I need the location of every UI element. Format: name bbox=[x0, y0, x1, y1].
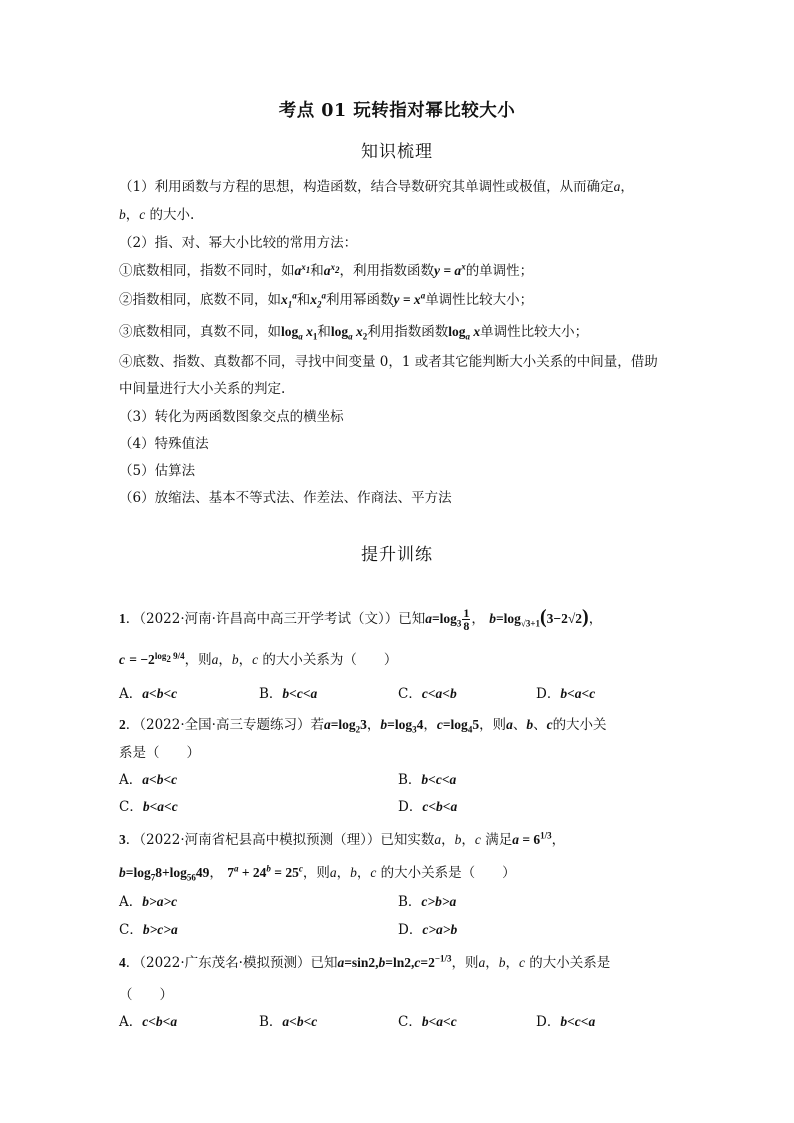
method-2-end: 单调性比较大小； bbox=[425, 292, 534, 308]
q3-option-a[interactable] bbox=[119, 890, 177, 910]
q4-option-d[interactable] bbox=[536, 1010, 595, 1030]
question-source: （2022·全国·高三专题练习）若 bbox=[139, 717, 324, 733]
question-source: （2022·河南·许昌高中高三开学考试（文））已知 bbox=[139, 611, 426, 627]
option-value: a<b<c bbox=[282, 1014, 318, 1029]
knowledge-method-3: ③底数相同，真数不同，如$\log_a x_1$和$\log_a x_2$利用指数函数$\log_a x$单调性比较大小； bbox=[119, 324, 589, 342]
question-4-stem-cont: （ ） bbox=[119, 987, 173, 1003]
option-label: A． bbox=[119, 1014, 143, 1030]
question-3-stem-cont: $b=\log_78+\log_{56}49$， $7^a + 24^b = 25^c$，则a，b，c 的大小关系是（ ） bbox=[119, 863, 516, 883]
option-label: B． bbox=[259, 686, 283, 702]
option-value: b<a<c bbox=[421, 1014, 457, 1029]
q2-option-b[interactable] bbox=[398, 768, 456, 788]
question-number: 2 bbox=[119, 717, 126, 732]
knowledge-p2: （2）指、对、幂大小比较的常用方法： bbox=[119, 235, 358, 251]
q2-option-d[interactable] bbox=[398, 795, 457, 815]
option-label: A． bbox=[119, 686, 143, 702]
q1-option-c[interactable] bbox=[398, 682, 457, 702]
question-1-mid: ，则 bbox=[184, 652, 212, 668]
q4-option-a[interactable] bbox=[119, 1010, 177, 1030]
q2-option-c[interactable] bbox=[119, 795, 178, 815]
question-2-stem-cont: 系是（ ） bbox=[119, 745, 200, 761]
knowledge-p1-cont: b，c 的大小. bbox=[119, 207, 195, 223]
option-value: a<b<c bbox=[142, 772, 178, 787]
option-label: A． bbox=[119, 772, 143, 788]
question-2-mid: ，则 bbox=[479, 717, 507, 733]
knowledge-method-1: ①底数相同，指数不同时，如$a^{x_1}$和$a^{x_2}$，利用指数函数$y = a^x$的单调性； bbox=[119, 261, 534, 279]
knowledge-method-4: ④底数、指数、真数都不同，寻找中间变量 0，1 或者其它能判断大小关系的中间量，借助 bbox=[119, 354, 658, 370]
method-1-and: 和 bbox=[310, 263, 324, 279]
question-3-tail: 的大小关系是（ ） bbox=[380, 865, 516, 881]
page-title: 考点 01 玩转指对幂比较大小 bbox=[278, 101, 516, 121]
option-label: D． bbox=[536, 1014, 561, 1030]
method-2-use: 利用幂函数 bbox=[326, 292, 394, 308]
q4-option-b[interactable] bbox=[259, 1010, 317, 1030]
method-1-end: 的单调性； bbox=[465, 263, 534, 279]
question-4-mid: ，则 bbox=[451, 955, 479, 971]
q1-option-b[interactable] bbox=[259, 682, 317, 702]
q3-option-b[interactable] bbox=[398, 890, 456, 910]
option-value: b>c>a bbox=[142, 922, 178, 937]
knowledge-p1b-text: 的大小. bbox=[149, 207, 195, 223]
option-value: b<c<a bbox=[560, 1014, 596, 1029]
math-var: a bbox=[613, 179, 621, 194]
q2-option-a[interactable] bbox=[119, 768, 177, 788]
option-value: b>a>c bbox=[142, 894, 178, 909]
option-label: D． bbox=[398, 799, 423, 815]
option-label: D． bbox=[536, 686, 561, 702]
method-1-text: ①底数相同，指数不同时，如 bbox=[119, 263, 295, 279]
knowledge-p4: （4）特殊值法 bbox=[119, 436, 209, 452]
q3-option-d[interactable] bbox=[398, 918, 457, 938]
option-value: c<b<a bbox=[142, 1014, 178, 1029]
question-3-src2: 满足 bbox=[485, 832, 513, 848]
section-heading-knowledge: 知识梳理 bbox=[361, 142, 433, 162]
option-label: B． bbox=[398, 894, 422, 910]
question-3-stem: 3．（2022·河南省杞县高中模拟预测（理））已知实数a，b，c 满足$a = 6^{1/3}$， bbox=[119, 830, 566, 848]
method-3-and: 和 bbox=[317, 324, 331, 340]
option-label: C． bbox=[398, 1014, 422, 1030]
question-source: （2022·河南省杞县高中模拟预测（理））已知实数 bbox=[139, 832, 435, 848]
option-label: B． bbox=[398, 772, 422, 788]
option-value: b<c<a bbox=[421, 772, 457, 787]
method-3-end: 单调性比较大小； bbox=[480, 324, 589, 340]
question-1-stem: 1．（2022·河南·许昌高中高三开学考试（文））已知$a=\log_3$ $\frac{1}{8}$ ， $b=\log_{√3+1}(3-2√2)$， bbox=[119, 606, 603, 633]
knowledge-method-2: ②指数相同，底数不同，如$x_1^a$和$x_2^a$利用幂函数$y = x^a$单调性比较大小； bbox=[119, 290, 534, 310]
q1-option-d[interactable] bbox=[536, 682, 595, 702]
option-value: b<a<c bbox=[142, 799, 178, 814]
method-3-use: 利用指数函数 bbox=[367, 324, 449, 340]
question-number: 3 bbox=[119, 832, 126, 847]
math-vars: b bbox=[119, 207, 126, 222]
option-value: c<a<b bbox=[421, 686, 457, 701]
question-3-mid: ，则 bbox=[302, 865, 330, 881]
knowledge-p3: （3）转化为两函数图象交点的横坐标 bbox=[119, 409, 344, 425]
question-2-tail: 的大小关 bbox=[552, 717, 607, 733]
option-value: b<a<c bbox=[560, 686, 596, 701]
question-4-stem: 4．（2022·广东茂名·模拟预测）已知$a=\sin 2,b=\ln 2,c=2^{-1/3}$，则a，b，c 的大小关系是 bbox=[119, 953, 611, 971]
option-label: B． bbox=[259, 1014, 283, 1030]
option-value: c>b>a bbox=[421, 894, 457, 909]
knowledge-p5: （5）估算法 bbox=[119, 463, 196, 479]
q3-option-c[interactable] bbox=[119, 918, 178, 938]
option-label: A． bbox=[119, 894, 143, 910]
knowledge-method-4-cont: 中间量进行大小关系的判定. bbox=[119, 381, 286, 397]
question-4-tail: 的大小关系是 bbox=[529, 955, 611, 971]
method-1-use: ，利用指数函数 bbox=[339, 263, 434, 279]
question-2-stem: 2．（2022·全国·高三专题练习）若$a=\log_23$，$b=\log_34$，$c=\log_45$，则a、b、c的大小关 bbox=[119, 717, 607, 735]
knowledge-p1: （1）利用函数与方程的思想，构造函数，结合导数研究其单调性或极值，从而确定a， bbox=[119, 179, 634, 195]
option-value: c<b<a bbox=[422, 799, 458, 814]
question-1-stem-cont: $c = -2^{log_2 9/4}$，则a，b，c 的大小关系为（ ） bbox=[119, 650, 398, 668]
option-label: C． bbox=[119, 799, 143, 815]
option-value: c>a>b bbox=[422, 922, 458, 937]
section-heading-practice: 提升训练 bbox=[361, 545, 433, 565]
method-3-text: ③底数相同，真数不同，如 bbox=[119, 324, 281, 340]
knowledge-p1-text: （1）利用函数与方程的思想，构造函数，结合导数研究其单调性或极值，从而确定 bbox=[119, 179, 614, 195]
question-source: （2022·广东茂名·模拟预测）已知 bbox=[139, 955, 338, 971]
q1-option-a[interactable] bbox=[119, 682, 177, 702]
question-number: 1 bbox=[119, 611, 126, 626]
question-1-tail: 的大小关系为（ ） bbox=[262, 652, 398, 668]
option-label: D． bbox=[398, 922, 423, 938]
question-number: 4 bbox=[119, 955, 126, 970]
option-label: C． bbox=[398, 686, 422, 702]
method-2-text: ②指数相同，底数不同，如 bbox=[119, 292, 281, 308]
option-value: a<b<c bbox=[142, 686, 178, 701]
method-2-and: 和 bbox=[296, 292, 311, 308]
option-label: C． bbox=[119, 922, 143, 938]
knowledge-p6: （6）放缩法、基本不等式法、作差法、作商法、平方法 bbox=[119, 490, 452, 506]
q4-option-c[interactable] bbox=[398, 1010, 457, 1030]
option-value: b<c<a bbox=[282, 686, 318, 701]
